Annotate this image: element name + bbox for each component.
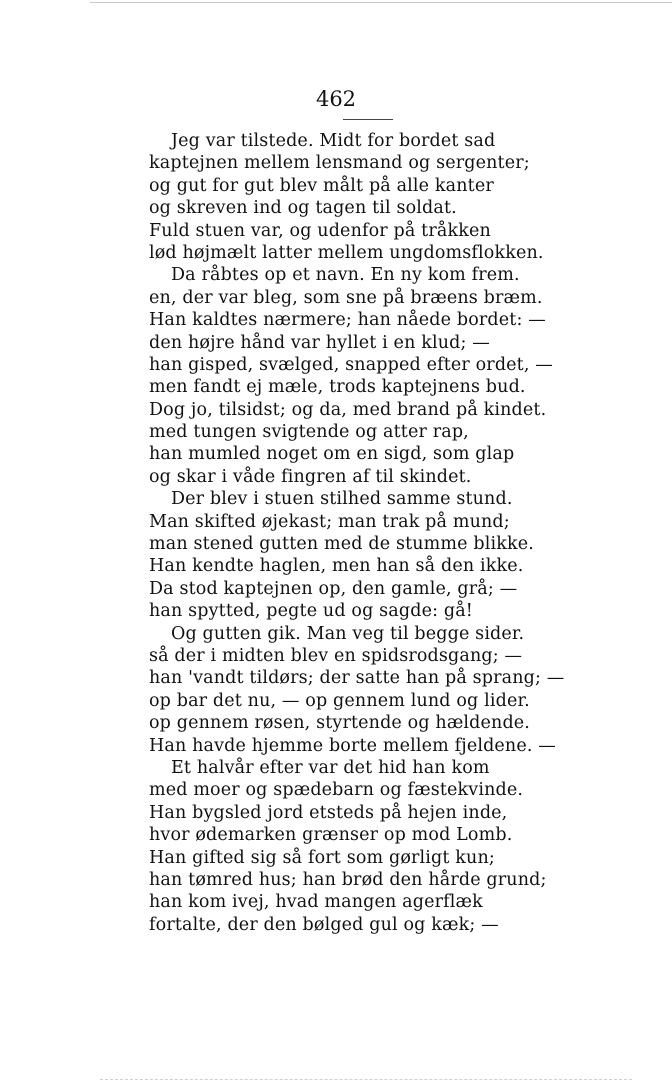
poem-line: så der i midten blev en spidsrodsgang; — (149, 645, 523, 666)
poem-line: Jeg var tilstede. Midt for bordet sad (171, 131, 496, 151)
poem-line: han 'vandt tildørs; der satte han på sprang; — (149, 668, 565, 689)
poem-line: fortalte, der den bølged gul og kæk; — (149, 914, 499, 935)
poem-line: han kom ivej, hvad mangen agerflæk (149, 892, 483, 913)
page-bottom-edge (100, 1079, 632, 1080)
poem-line: Man skifted øjekast; man trak på mund; (149, 511, 510, 532)
page-number-rule (343, 119, 393, 120)
poem-line: en, der var bleg, som sne på bræens bræm. (149, 287, 543, 308)
poem-line: med moer og spædebarn og fæstekvinde. (149, 780, 524, 801)
poem-line: Fuld stuen var, og udenfor på tråkken (149, 220, 491, 241)
poem-line: Da stod kaptejnen op, den gamle, grå; — (149, 578, 518, 599)
poem-line: Et halvår efter var det hid han kom (171, 757, 490, 778)
poem-line: men fandt ej mæle, trods kaptejnens bud. (149, 377, 526, 398)
poem-line: og skreven ind og tagen til soldat. (149, 198, 457, 219)
poem-line: Der blev i stuen stilhed samme stund. (171, 489, 513, 510)
poem-line: og skar i våde fingren af til skindet. (149, 466, 472, 487)
poem-line: Da råbtes op et navn. En ny kom frem. (171, 265, 520, 286)
poem-line: op bar det nu, — op gennem lund og lider. (149, 690, 530, 711)
poem-text (149, 130, 649, 936)
poem-line: Dog jo, tilsidst; og da, med brand på kindet. (149, 399, 547, 420)
page-number: 462 (315, 87, 357, 111)
poem-line: og gut for gut blev målt på alle kanter (149, 175, 494, 196)
poem-line: han spytted, pegte ud og sagde: gå! (149, 601, 473, 622)
poem-line: med tungen svigtende og atter rap, (149, 422, 469, 443)
poem-line: Han bygsled jord etsteds på hejen inde, (149, 802, 508, 823)
poem-line: han tømred hus; han brød den hårde grund; (149, 869, 547, 890)
poem-line: han gisped, svælged, snapped efter ordet, — (149, 354, 553, 375)
poem-line: lød højmælt latter mellem ungdomsflokken. (149, 242, 544, 263)
poem-line: Han kendte haglen, men han så den ikke. (149, 556, 524, 577)
poem-line: Han gifted sig så fort som gørligt kun; (149, 847, 495, 868)
poem-line: kaptejnen mellem lensmand og sergenter; (149, 153, 530, 174)
poem-line: Han havde hjemme borte mellem fjeldene. — (149, 735, 556, 756)
poem-line: den højre hånd var hyllet i en klud; — (149, 332, 490, 353)
poem-line: Han kaldtes nærmere; han nåede bordet: — (149, 310, 546, 331)
page-top-edge (90, 2, 672, 3)
poem-line: Og gutten gik. Man veg til begge sider. (171, 623, 525, 644)
poem-line: han mumled noget om en sigd, som glap (149, 444, 515, 465)
poem-line: hvor ødemarken grænser op mod Lomb. (149, 825, 513, 846)
poem-line: man stened gutten med de stumme blikke. (149, 534, 534, 555)
poem-line: op gennem røsen, styrtende og hældende. (149, 713, 531, 734)
